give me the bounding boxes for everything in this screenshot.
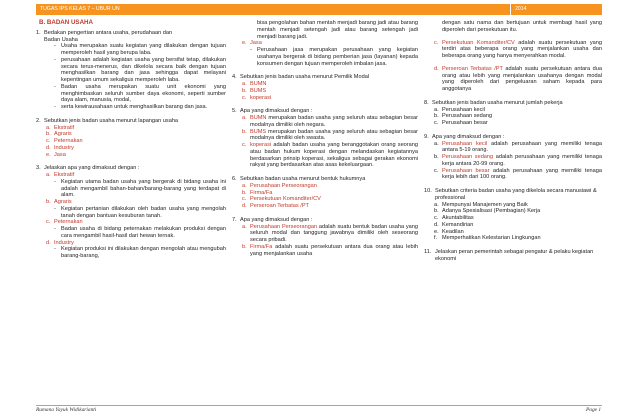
header-title: TUGAS IPS KELAS 7 – UBUR UN	[40, 6, 120, 12]
option-item: c. Peternakan	[46, 219, 83, 226]
list-item: - Badan usaha merupakan suatu unit ekonomi yang menghimbaskan seluruh sumber daya ekonomi, seperti sumber daya alam, manusia, modal,	[54, 83, 226, 104]
option-item: b. Agraris	[46, 131, 72, 138]
option-item: a. Mempunyai Manajemen yang Baik	[434, 201, 528, 208]
option-item: b. Firma/Fa adalah suatu persekutuan antara dua orang atau lebih yang menjalankan usaha	[242, 243, 418, 257]
list-item: - Kegiatan utama badan usaha yang bergerak di bidang usaha ini adalah mengambil bahan-bahan/barang-barang yang terdapat di alam.	[54, 178, 226, 199]
column-2	[232, 20, 418, 257]
option-item: b. BUMS	[242, 87, 267, 94]
option-item: d. Perseroan Terbatas /PT adalah suatu persekutuan antara dua orang atau lebih yang menjalankan usahanya dengan modal yang diperoleh dari pengeluaran saham kepada para anggotanya	[434, 65, 602, 92]
option-item: c. Persekutuan Komanditer/CV	[242, 196, 321, 203]
option-item: a. Perusahaan kecil	[434, 106, 485, 113]
question-6: 6. Sebutkan badan usaha menurut bentuk hukumnya	[232, 176, 366, 182]
question-8: 8. Sebutkan jenis badan usaha menurut jumlah pekerja	[424, 99, 563, 106]
header-year: 2014	[515, 6, 527, 12]
question-11: 11. Jelaskan peran pemerintah sebagai pengatur & pelaku kegiatan ekonomi	[424, 249, 594, 262]
option-item: a. Perusahaan Perseorangan	[242, 182, 317, 189]
option-item: e. Keadilan	[434, 228, 464, 235]
option-item: d. Industry	[46, 239, 74, 246]
list-item: bisa pengolahan bahan mentah menjadi barang jadi atau barang mentah menjadi setengah jadi atau barang setengah jadi menjadi barang jadi.	[257, 20, 418, 40]
option-item: e. Jasa	[242, 40, 262, 47]
footer-rule	[36, 405, 602, 406]
list-item: - Usaha merupakan suatu kegiatan yang dilakukan dengan tujuan memperoleh hasil yang berupa laba.	[54, 43, 226, 56]
option-item: a. BUMN	[242, 81, 267, 87]
option-item: b. Perusahaan sedang	[434, 113, 493, 120]
option-item: a. Ekstratif	[46, 172, 75, 178]
option-item: d. Industry	[46, 144, 74, 151]
option-item: b. Firma/Fa	[242, 189, 273, 196]
option-item: c. koperasi adalah badan usaha yang beranggotakan orang seorang atau badan hukum koperasi dengan melandaskan kegiatannya berdasarkan prinsip koperasi, sekaligus sebagai gerakan ekonomi rakyat yang berdasarkan atas asas kekeluargaan.	[242, 142, 418, 169]
option-item: a. Perusahaan kecil adalah perusahaan yang memiliki tenaga antara 5-19 orang.	[434, 140, 602, 154]
option-item: c. Perusahaan besar adalah perusahaan yang memiliki tenaga kerja lebih dari 100 orang.	[434, 167, 603, 181]
option-item: a. BUMN merupakan badan usaha yang seluruh atau sebagian besar modalnya dimiliki oleh negara.	[242, 115, 418, 128]
option-item: a. Ekstratif	[46, 124, 75, 131]
section-title: B. BADAN USAHA	[39, 19, 93, 26]
option-item: c. Akuntabilitas	[434, 215, 474, 221]
question-4: 4. Sebutkan jenis badan usaha menurut Pemilik Modal	[232, 74, 370, 81]
option-item: b. Adanya Spesialisasi (Pembagian) Kerja	[434, 208, 541, 215]
option-item: c. Perusahaan besar	[434, 120, 488, 126]
option-item: b. Perusahaan sedang adalah perusahaan yang memiliki tenaga kerja antara 20-99 orang.	[434, 154, 602, 167]
footer-author: Rumana Yayuk Widikarianti	[36, 407, 97, 413]
option-item: c. Persekutuan Komanditer/CV adalah suatu persekutuan yang terdiri atas beberapa orang yang menjalankan usaha dan beberapa orang yang hanya menyerahkan modal.	[434, 39, 602, 59]
question-10: 10. Sebutkan criteria badan usaha yang dikelola secara manusiawi & professional	[424, 188, 597, 201]
question-3: 3. Jelaskan apa yang dimaksud dengan :	[36, 165, 140, 172]
list-item: - Kegiatan pertanian dilakukan oleh badan usaha yang mengolah tanah dengan bantuan kesuburan tanah.	[54, 205, 226, 219]
question-9: 9. Apa yang dimaksud dengan :	[424, 133, 505, 140]
option-item: d. Kemandirian	[434, 221, 474, 228]
question-1: 1. Bedakan pengertian antara usaha, perudahaan dan Badan Usaha	[36, 29, 173, 43]
list-item: - perusahaan adalah kegiatan usaha yang bersifat tetap, dilakukan secara terus-menerus, dan dikelola secara baik dengan tujuan menghasilkan barang dan jasa sehingga dapat melayani kepentingan umum sekaligus memperoleh laba.	[54, 56, 226, 83]
option-item: e. Jasa	[46, 151, 66, 158]
column-3	[424, 20, 602, 263]
option-item: a. Perusahaan Perseorangan adalah suatu bentuk badan usaha yang seluruh modal dan tanggung jawabnya dimiliki oleh seseorang secara pribadi.	[242, 223, 418, 243]
option-item: dengan satu nama dan bertujuan untuk membagi hasil yang diperoleh dari persekutuan itu.	[442, 20, 602, 33]
list-item: - Kegiatan produksi ini dilakukan dengan mengolah atau mengubah barang-barang,	[54, 246, 226, 259]
list-item: - Badan usaha di bidang peternakan melakukan produksi dengan cara mengambil hasil-hasil dari hewan ternak.	[54, 226, 226, 239]
option-item: b. BUMS merupakan badan usaha yang seluruh atau sebagian besar modalnya dimiliki oleh swasta.	[242, 128, 418, 142]
column-1	[36, 20, 226, 260]
question-7: 7. Apa yang dimaksud dengan :	[232, 216, 313, 223]
footer-page-number: Page 1	[586, 407, 602, 413]
question-2: 2. Sebutkan jenis badan usaha menurut lapangan usaha	[36, 117, 179, 124]
option-item: c. Peternakan	[46, 138, 83, 144]
page-header	[36, 4, 602, 15]
header-divider	[510, 4, 511, 15]
option-item: c. koperasi	[242, 94, 272, 101]
question-5: 5. Apa yang dimaksud dengan :	[232, 108, 313, 115]
option-item: b. Agraris	[46, 199, 72, 205]
option-item: f. Memperhatikan Kelestarian Lingkungan	[434, 235, 541, 242]
list-item: - Perusahaan jasa merupakan perusahaan yang kegiatan usahanya bergerak di bidang pemberian jasa (layanan) kepada konsumen dengan tujuan memperoleh imbalan jasa.	[250, 47, 418, 67]
list-item: - serta kewirausahaan untuk menghasilkan barang dan jasa.	[54, 104, 208, 110]
option-item: d. Perseroan Terbatas /PT	[242, 203, 309, 209]
